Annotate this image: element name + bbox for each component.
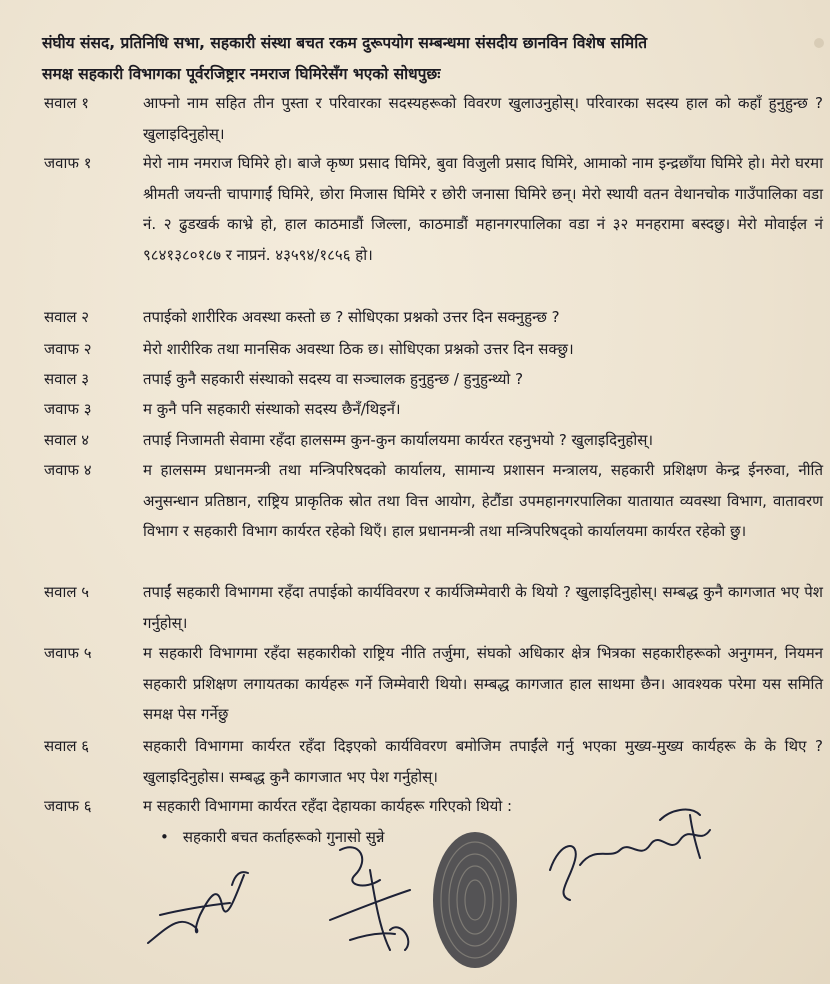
qa-label: सवाल १ bbox=[44, 94, 90, 112]
qa-label: सवाल ६ bbox=[44, 737, 90, 755]
header-line-1: संघीय संसद, प्रतिनिधि सभा, सहकारी संस्था बचत रकम दुरूपयोग सम्बन्धमा संसदीय छानविन विशेष समिति bbox=[42, 34, 648, 52]
document-header bbox=[42, 28, 812, 90]
answer-2 bbox=[38, 334, 823, 365]
qa-text: सहकारी विभागमा कार्यरत रहँदा दिइएको कार्यविवरण बमोजिम तपाईंले गर्नु भएका मुख्य-मुख्य कार्यहरू के के थिए ? खुलाइदिनुहोस। सम्बद्ध कुनै कागजात भए पेश गर्नुहोस्। bbox=[143, 737, 823, 786]
qa-label: जवाफ १ bbox=[44, 154, 92, 172]
question-1 bbox=[38, 88, 823, 149]
qa-text: मेरो नाम नमराज घिमिरे हो। बाजे कृष्ण प्रसाद घिमिरे, बुवा विजुली प्रसाद घिमिरे, आमाको नाम इन्द्रछाँया घिमिरे हो। मेरो घरमा श्रीमती जयन्ती चापागाईं घिमिरे, छोरा मिजास घिमिरे र छोरी जनासा घिमिरे छन्। मेरो स्थायी वतन वेथानचोक गाउँपालिका वडा नं. २ ढुडखर्क काभ्रे हो, हाल काठमाडौं जिल्ला, काठमाडौं महानगरपालिका वडा नं ३२ मनहरामा बस्दछु। मेरो मोवाईल नं ९८४१३८०१८७ र नाप्रनं. ४३५९४/१८५६ हो। bbox=[143, 154, 823, 264]
bullet-text: सहकारी बचत कर्ताहरूको गुनासो सुन्ने bbox=[182, 828, 385, 846]
question-2 bbox=[38, 302, 823, 333]
qa-label: जवाफ ५ bbox=[44, 644, 92, 662]
qa-text: म कुनै पनि सहकारी संस्थाको सदस्य छैनँ/थिइनँ। bbox=[143, 400, 401, 418]
header-line-2: समक्ष सहकारी विभागका पूर्वरजिष्ट्रार नमराज घिमिरेसँग भएको सोधपुछः bbox=[42, 65, 441, 83]
qa-text: आफ्नो नाम सहित तीन पुस्ता र परिवारका सदस्यहरूको विवरण खुलाउनुहोस्। परिवारका सदस्य हाल को कहाँ हुनुहुन्छ ? खुलाइदिनुहोस्। bbox=[143, 94, 823, 143]
question-5 bbox=[38, 577, 823, 638]
answer-4 bbox=[38, 455, 823, 547]
qa-label: जवाफ ६ bbox=[44, 797, 92, 815]
qa-label: सवाल ३ bbox=[44, 370, 90, 388]
answer-3 bbox=[38, 394, 823, 425]
signature-2 bbox=[320, 830, 430, 960]
qa-label: जवाफ २ bbox=[44, 340, 92, 358]
qa-text: मेरो शारीरिक तथा मानसिक अवस्था ठिक छ। सोधिएका प्रश्नको उत्तर दिन सक्छु। bbox=[143, 340, 574, 358]
qa-label: सवाल ४ bbox=[44, 431, 90, 449]
answer-5 bbox=[38, 638, 823, 730]
qa-text: म सहकारी विभागमा कार्यरत रहँदा देहायका कार्यहरू गरिएको थियो : bbox=[143, 797, 513, 815]
signature-1 bbox=[140, 855, 260, 955]
qa-text: म सहकारी विभागमा रहँदा सहकारीको राष्ट्रिय नीति तर्जुमा, संघको अधिकार क्षेत्र भित्रका सहकारीहरूको अनुगमन, नियमन सहकारी प्रशिक्षण लगायतका कार्यहरू गर्ने जिम्मेवारी थियो। सम्बद्ध कागजात हाल साथमा छैन। आवश्यक परेमा यस समिति समक्ष पेस गर्नेछु bbox=[143, 644, 823, 723]
answer-1 bbox=[38, 148, 823, 270]
question-4 bbox=[38, 425, 823, 456]
qa-text: तपाई कुनै सहकारी संस्थाको सदस्य वा सञ्चालक हुनुहुन्छ / हुनुहुन्थ्यो ? bbox=[143, 370, 524, 388]
signature-3 bbox=[540, 800, 730, 910]
qa-text: तपाईं सहकारी विभागमा रहँदा तपाईको कार्यविवरण र कार्यजिम्मेवारी के थियो ? खुलाइदिनुहोस्। सम्बद्ध कुनै कागजात भए पेश गर्नुहोस्। bbox=[143, 583, 823, 632]
qa-text: म हालसम्म प्रधानमन्त्री तथा मन्त्रिपरिषदको कार्यालय, सामान्य प्रशासन मन्त्रालय, सहकारी प्रशिक्षण केन्द्र ईनरुवा, नीति अनुसन्धान प्रतिष्ठान, राष्ट्रिय प्राकृतिक स्रोत तथा वित्त आयोग, हेटौंडा उपमहानगरपालिका यातायात व्यवस्था विभाग, वातावरण विभाग र सहकारी विभाग कार्यरत रहेको थिएँ। हाल प्रधानमन्त्री तथा मन्त्रिपरिषद्को कार्यालयमा कार्यरत रहेको छु। bbox=[143, 461, 823, 540]
question-3 bbox=[38, 364, 823, 395]
qa-label: जवाफ ३ bbox=[44, 400, 92, 418]
qa-label: सवाल २ bbox=[44, 308, 90, 326]
qa-text: तपाईको शारीरिक अवस्था कस्तो छ ? सोधिएका प्रश्नको उत्तर दिन सक्नुहुन्छ ? bbox=[143, 308, 560, 326]
bullet-icon: • bbox=[160, 828, 169, 846]
qa-label: जवाफ ४ bbox=[44, 461, 92, 479]
punch-hole bbox=[814, 38, 824, 48]
thumbprint-image bbox=[425, 825, 525, 975]
qa-text: तपाई निजामती सेवामा रहँदा हालसम्म कुन-कुन कार्यालयमा कार्यरत रहनुभयो ? खुलाइदिनुहोस्। bbox=[143, 431, 654, 449]
question-6 bbox=[38, 731, 823, 792]
qa-label: सवाल ५ bbox=[44, 583, 90, 601]
